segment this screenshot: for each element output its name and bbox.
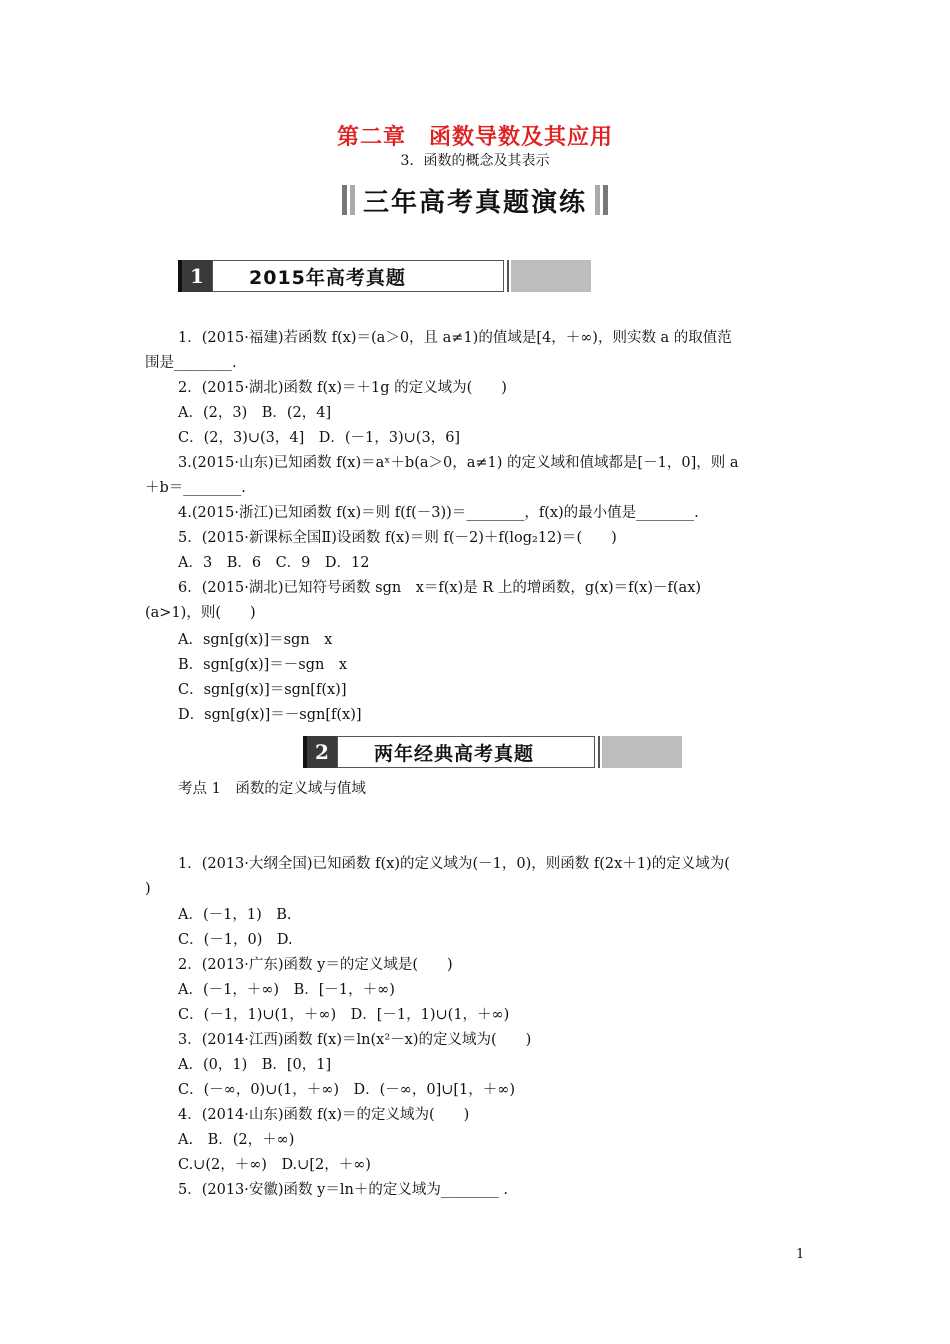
text-line: C．(2，3)∪(3，4] D．(－1，3)∪(3，6] (178, 430, 461, 446)
text-line: 6．(2015·湖北)已知符号函数 sgn x＝f(x)是 R 上的增函数，g(x)＝f(x)－f(ax) (178, 580, 702, 596)
text-line: C．(－1，0) D. (178, 932, 293, 948)
text-line: 1．(2015·福建)若函数 f(x)＝(a＞0，且 a≠1)的值域是[4，＋∞)，则实数 a 的取值范 (178, 330, 732, 346)
section-label: 2015年高考真题 (212, 260, 504, 292)
text-line: A. B．(2，＋∞) (178, 1132, 295, 1148)
section-header-2 (303, 736, 682, 768)
text-line: C.∪(2，＋∞) D.∪[2，＋∞) (178, 1157, 371, 1173)
text-line: C．sgn[g(x)]＝sgn[f(x)] (178, 682, 347, 698)
text-line: 围是________. (145, 355, 237, 371)
page-number: 1 (796, 1247, 805, 1262)
text-line: 2．(2013·广东)函数 y＝的定义域是( ) (178, 957, 453, 973)
chapter-title: 第二章 函数导数及其应用 (336, 125, 613, 150)
section-number: 2 (303, 736, 337, 768)
text-line: C．(－∞，0)∪(1，＋∞) D．(－∞，0]∪[1，＋∞) (178, 1082, 515, 1098)
text-line: 2．(2015·湖北)函数 f(x)＝＋1g 的定义域为( ) (178, 380, 507, 396)
text-line: ) (145, 881, 151, 897)
text-line: A．(－1，＋∞) B．[－1，＋∞) (178, 982, 395, 998)
section-header-1 (178, 260, 591, 292)
text-line: 5．(2013·安徽)函数 y＝ln＋的定义域为________ . (178, 1182, 509, 1198)
text-line: D．sgn[g(x)]＝－sgn[f(x)] (178, 707, 362, 723)
text-line: 1．(2013·大纲全国)已知函数 f(x)的定义域为(－1，0)，则函数 f(2x＋1)的定义域为( (178, 856, 730, 872)
text-line: C．(－1，1)∪(1，＋∞) D．[－1，1)∪(1，＋∞) (178, 1007, 510, 1023)
banner-title: 三年高考真题演练 (362, 187, 587, 218)
text-line: 3.(2015·山东)已知函数 f(x)＝aˣ＋b(a＞0，a≠1) 的定义域和值域都是[－1，0]，则 a (178, 455, 739, 471)
section-subtitle: 3．函数的概念及其表示 (400, 153, 550, 169)
section-label: 两年经典高考真题 (337, 736, 595, 768)
text-line: 4.(2015·浙江)已知函数 f(x)＝则 f(f(－3))＝________，f(x)的最小值是________. (178, 505, 699, 521)
banner-right-bars (595, 185, 608, 215)
banner (0, 180, 950, 220)
text-line: A．3 B．6 C．9 D．12 (178, 555, 370, 571)
text-line: 4．(2014·山东)函数 f(x)＝的定义域为( ) (178, 1107, 470, 1123)
text-line: 5．(2015·新课标全国Ⅱ)设函数 f(x)＝则 f(－2)＋f(log₂12)＝( ) (178, 530, 617, 546)
text-line: A．(－1，1) B. (178, 907, 292, 923)
text-line: ＋b＝________. (145, 480, 246, 496)
text-line: (a>1)，则( ) (145, 605, 256, 621)
text-line: B．sgn[g(x)]＝－sgn x (178, 657, 348, 673)
text-line: 3．(2014·江西)函数 f(x)＝ln(x²－x)的定义域为( ) (178, 1032, 532, 1048)
text-line: A．(2，3) B．(2，4] (178, 405, 332, 421)
section-number: 1 (178, 260, 212, 292)
text-line: A．(0，1) B．[0，1] (178, 1057, 332, 1073)
text-line: A．sgn[g(x)]＝sgn x (178, 632, 333, 648)
topic-heading: 考点 1 函数的定义域与值域 (178, 781, 366, 797)
banner-left-bars (342, 185, 355, 215)
